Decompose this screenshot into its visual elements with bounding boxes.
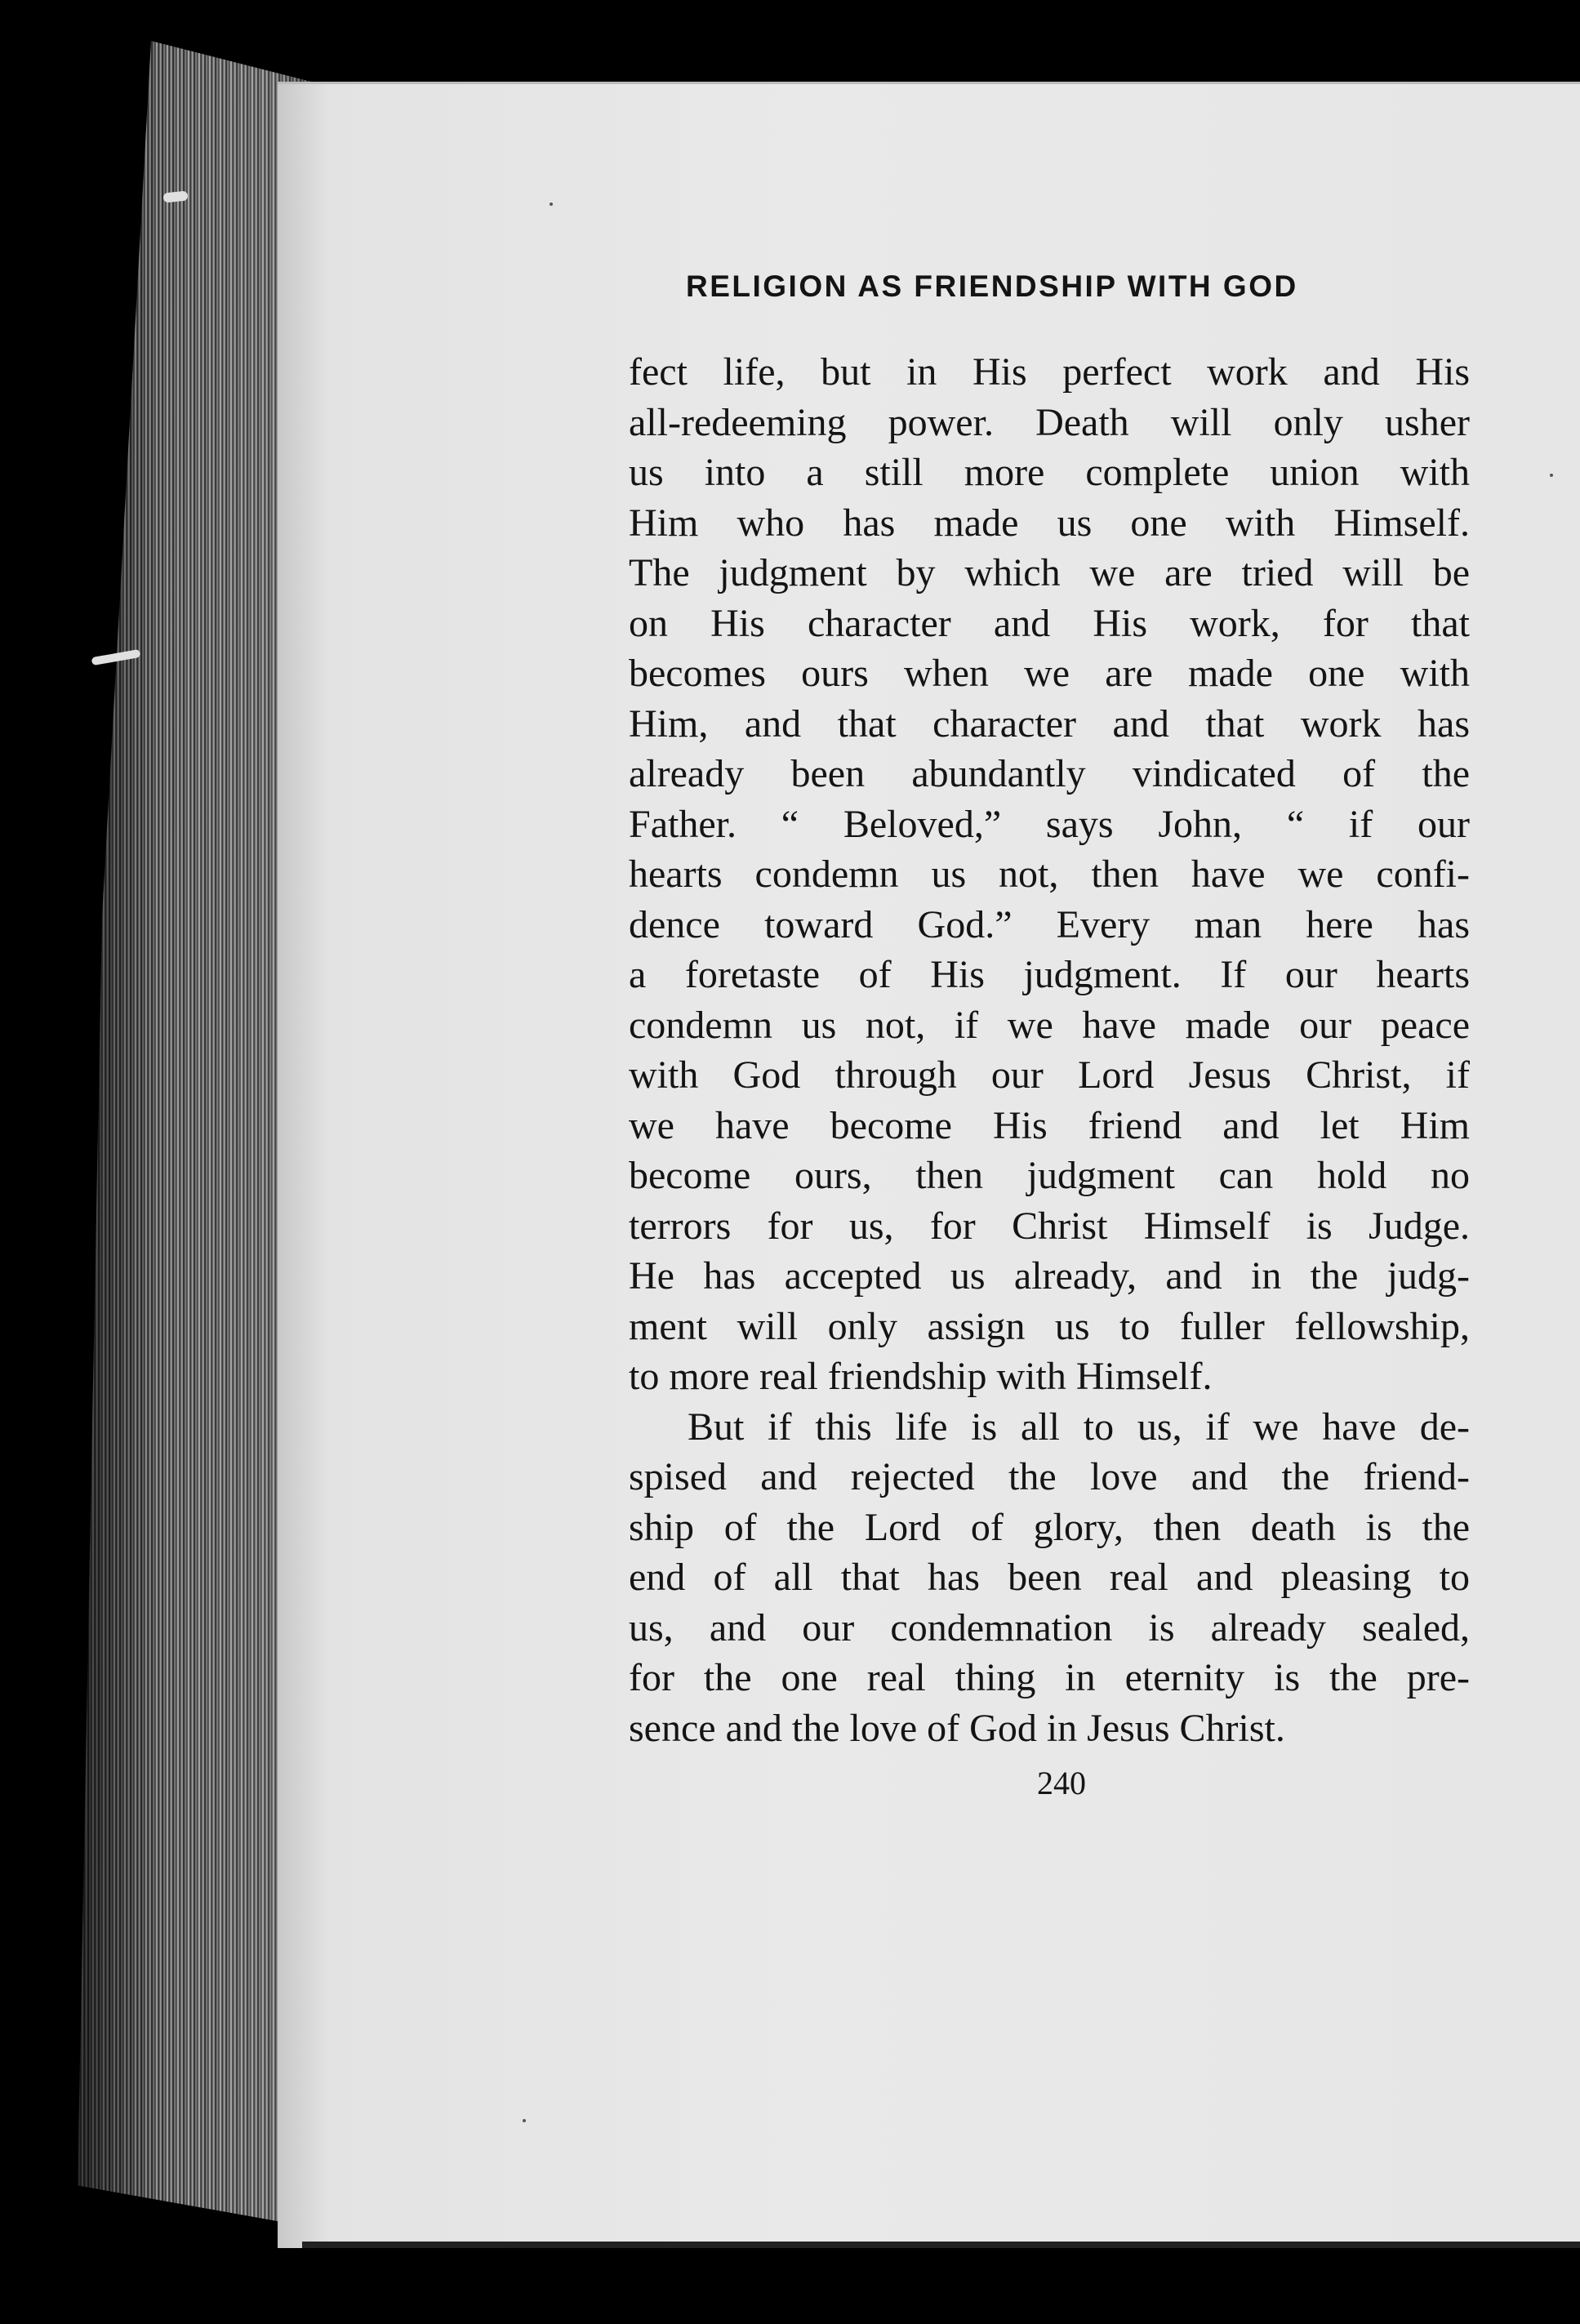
body-text <box>629 347 1470 1753</box>
text-line: hearts condemn us not, then have we confi- <box>629 853 1470 896</box>
text-line: with God through our Lord Jesus Christ, if <box>629 1053 1470 1097</box>
text-line: ship of the Lord of glory, then death is the <box>629 1505 1470 1549</box>
text-line: sence and the love of God in Jesus Christ. <box>629 1706 1285 1750</box>
text-line: The judgment by which we are tried will be <box>629 551 1470 594</box>
page-bottom-shadow <box>302 2242 1580 2248</box>
text-line: become ours, then judgment can hold no <box>629 1154 1470 1197</box>
dust-speck <box>1550 474 1553 477</box>
text-line: to more real friendship with Himself. <box>629 1355 1213 1398</box>
dust-speck <box>550 203 553 206</box>
text-line: ment will only assign us to fuller fellowship, <box>629 1304 1470 1348</box>
text-line: But if this life is all to us, if we have de- <box>688 1405 1470 1449</box>
text-line: Father. “ Beloved,” says John, “ if our <box>629 802 1470 846</box>
text-line: already been abundantly vindicated of the <box>629 752 1470 795</box>
running-head: RELIGION AS FRIENDSHIP WITH GOD <box>686 269 1298 303</box>
text-line: all-redeeming power. Death will only usher <box>629 400 1470 444</box>
dust-speck <box>523 2119 526 2122</box>
paragraph <box>629 1402 1470 1754</box>
text-line: a foretaste of His judgment. If our hearts <box>629 953 1470 996</box>
text-line: for the one real thing in eternity is the pre- <box>629 1656 1470 1699</box>
text-line: dence toward God.” Every man here has <box>629 902 1470 946</box>
paragraph <box>629 347 1470 1402</box>
text-line: He has accepted us already, and in the judg- <box>629 1254 1470 1298</box>
text-line: spised and rejected the love and the friend- <box>629 1455 1470 1498</box>
text-line: condemn us not, if we have made our peace <box>629 1003 1470 1047</box>
text-line: fect life, but in His perfect work and His <box>629 350 1470 394</box>
text-line: us, and our condemnation is already sealed, <box>629 1605 1470 1650</box>
text-line: becomes ours when we are made one with <box>629 652 1470 695</box>
text-line: we have become His friend and let Him <box>629 1103 1470 1147</box>
text-line: Him who has made us one with Himself. <box>629 501 1470 545</box>
text-line: on His character and His work, for that <box>629 601 1470 645</box>
text-line: terrors for us, for Christ Himself is Judge. <box>629 1204 1470 1248</box>
text-line: Him, and that character and that work has <box>629 701 1470 746</box>
text-line: us into a still more complete union with <box>629 451 1470 494</box>
page-number: 240 <box>1037 1765 1086 1801</box>
text-line: end of all that has been real and pleasing to <box>629 1556 1470 1599</box>
